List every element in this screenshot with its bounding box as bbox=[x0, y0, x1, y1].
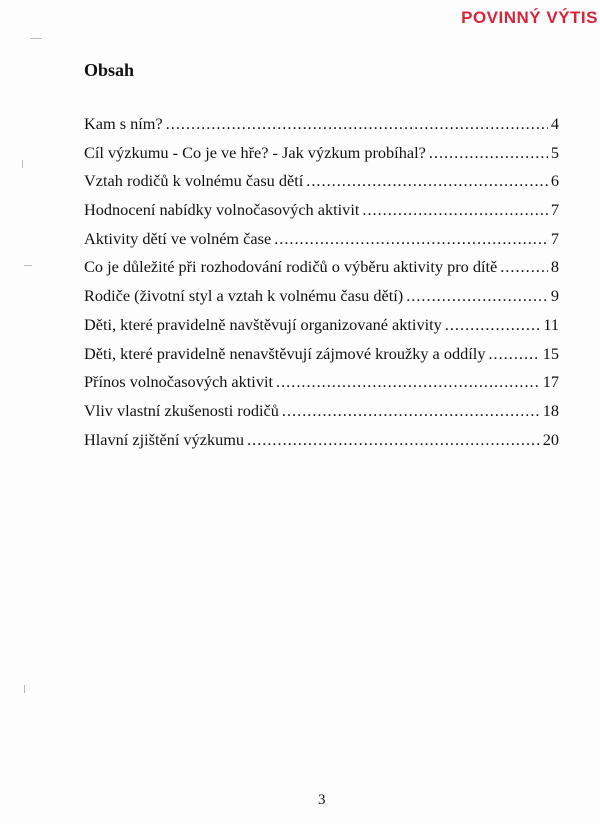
dot-leader bbox=[445, 315, 541, 335]
scan-mark bbox=[30, 38, 42, 39]
toc-entry bbox=[84, 114, 559, 143]
dot-leader bbox=[406, 286, 548, 306]
toc-entry-label: Přínos volnočasových aktivit bbox=[84, 372, 274, 392]
toc-title: Obsah bbox=[84, 60, 135, 80]
dot-leader bbox=[166, 114, 548, 134]
toc-entry-page: 4 bbox=[550, 114, 559, 133]
toc-entry bbox=[84, 430, 559, 459]
toc-entry-page: 7 bbox=[550, 228, 559, 248]
toc-entry-page: 6 bbox=[550, 171, 559, 191]
toc-entry bbox=[84, 171, 559, 200]
dot-leader bbox=[247, 430, 540, 450]
scan-mark bbox=[24, 685, 25, 693]
toc-entry-page: 15 bbox=[542, 343, 559, 363]
dot-leader bbox=[282, 401, 540, 421]
toc-entry bbox=[84, 286, 559, 315]
toc-entry-label: Děti, které pravidelně nenavštěvují zájmové kroužky a oddíly bbox=[84, 343, 486, 363]
toc-entry-page: 8 bbox=[550, 257, 559, 277]
mandatory-copy-stamp: POVINNÝ VÝTIS bbox=[461, 8, 598, 27]
toc-entry-label: Kam s ním? bbox=[84, 114, 163, 133]
toc-entry bbox=[84, 372, 559, 401]
dot-leader bbox=[500, 257, 548, 277]
toc-entry-label: Co je důležité při rozhodování rodičů o výběru aktivity pro dítě bbox=[84, 257, 498, 277]
toc-entry-page: 20 bbox=[542, 429, 559, 449]
toc-entry-page: 5 bbox=[550, 142, 559, 162]
toc-entry-label: Aktivity dětí ve volném čase bbox=[84, 228, 272, 248]
toc-entry bbox=[84, 200, 559, 229]
dot-leader bbox=[429, 143, 548, 163]
toc-entry-label: Vliv vlastní zkušenosti rodičů bbox=[84, 400, 279, 420]
table-of-contents bbox=[84, 114, 559, 458]
dot-leader bbox=[362, 200, 547, 220]
dot-leader bbox=[306, 171, 548, 191]
toc-entry-page: 11 bbox=[543, 314, 559, 334]
toc-entry-page: 7 bbox=[550, 200, 559, 220]
toc-entry bbox=[84, 344, 559, 373]
toc-entry-page: 18 bbox=[542, 400, 559, 420]
toc-entry bbox=[84, 229, 559, 258]
scan-mark bbox=[24, 265, 32, 266]
scan-mark bbox=[22, 160, 23, 168]
toc-entry-label: Hlavní zjištění výzkumu bbox=[84, 429, 245, 449]
page-number: 3 bbox=[318, 792, 326, 808]
toc-entry-page: 17 bbox=[542, 372, 559, 392]
dot-leader bbox=[276, 372, 540, 392]
toc-entry-label: Děti, které pravidelně navštěvují organizované aktivity bbox=[84, 314, 442, 334]
toc-entry-label: Rodiče (životní styl a vztah k volnému času dětí) bbox=[84, 286, 404, 306]
dot-leader bbox=[488, 344, 539, 364]
toc-entry-page: 9 bbox=[550, 286, 559, 306]
toc-entry-label: Cíl výzkumu - Co je ve hře? - Jak výzkum probíhal? bbox=[84, 142, 426, 162]
toc-entry bbox=[84, 401, 559, 430]
toc-entry bbox=[84, 143, 559, 172]
toc-entry bbox=[84, 315, 559, 344]
dot-leader bbox=[274, 229, 548, 249]
toc-entry-label: Vztah rodičů k volnému času dětí bbox=[84, 171, 304, 191]
toc-entry bbox=[84, 257, 559, 286]
toc-entry-label: Hodnocení nabídky volnočasových aktivit bbox=[84, 200, 360, 220]
